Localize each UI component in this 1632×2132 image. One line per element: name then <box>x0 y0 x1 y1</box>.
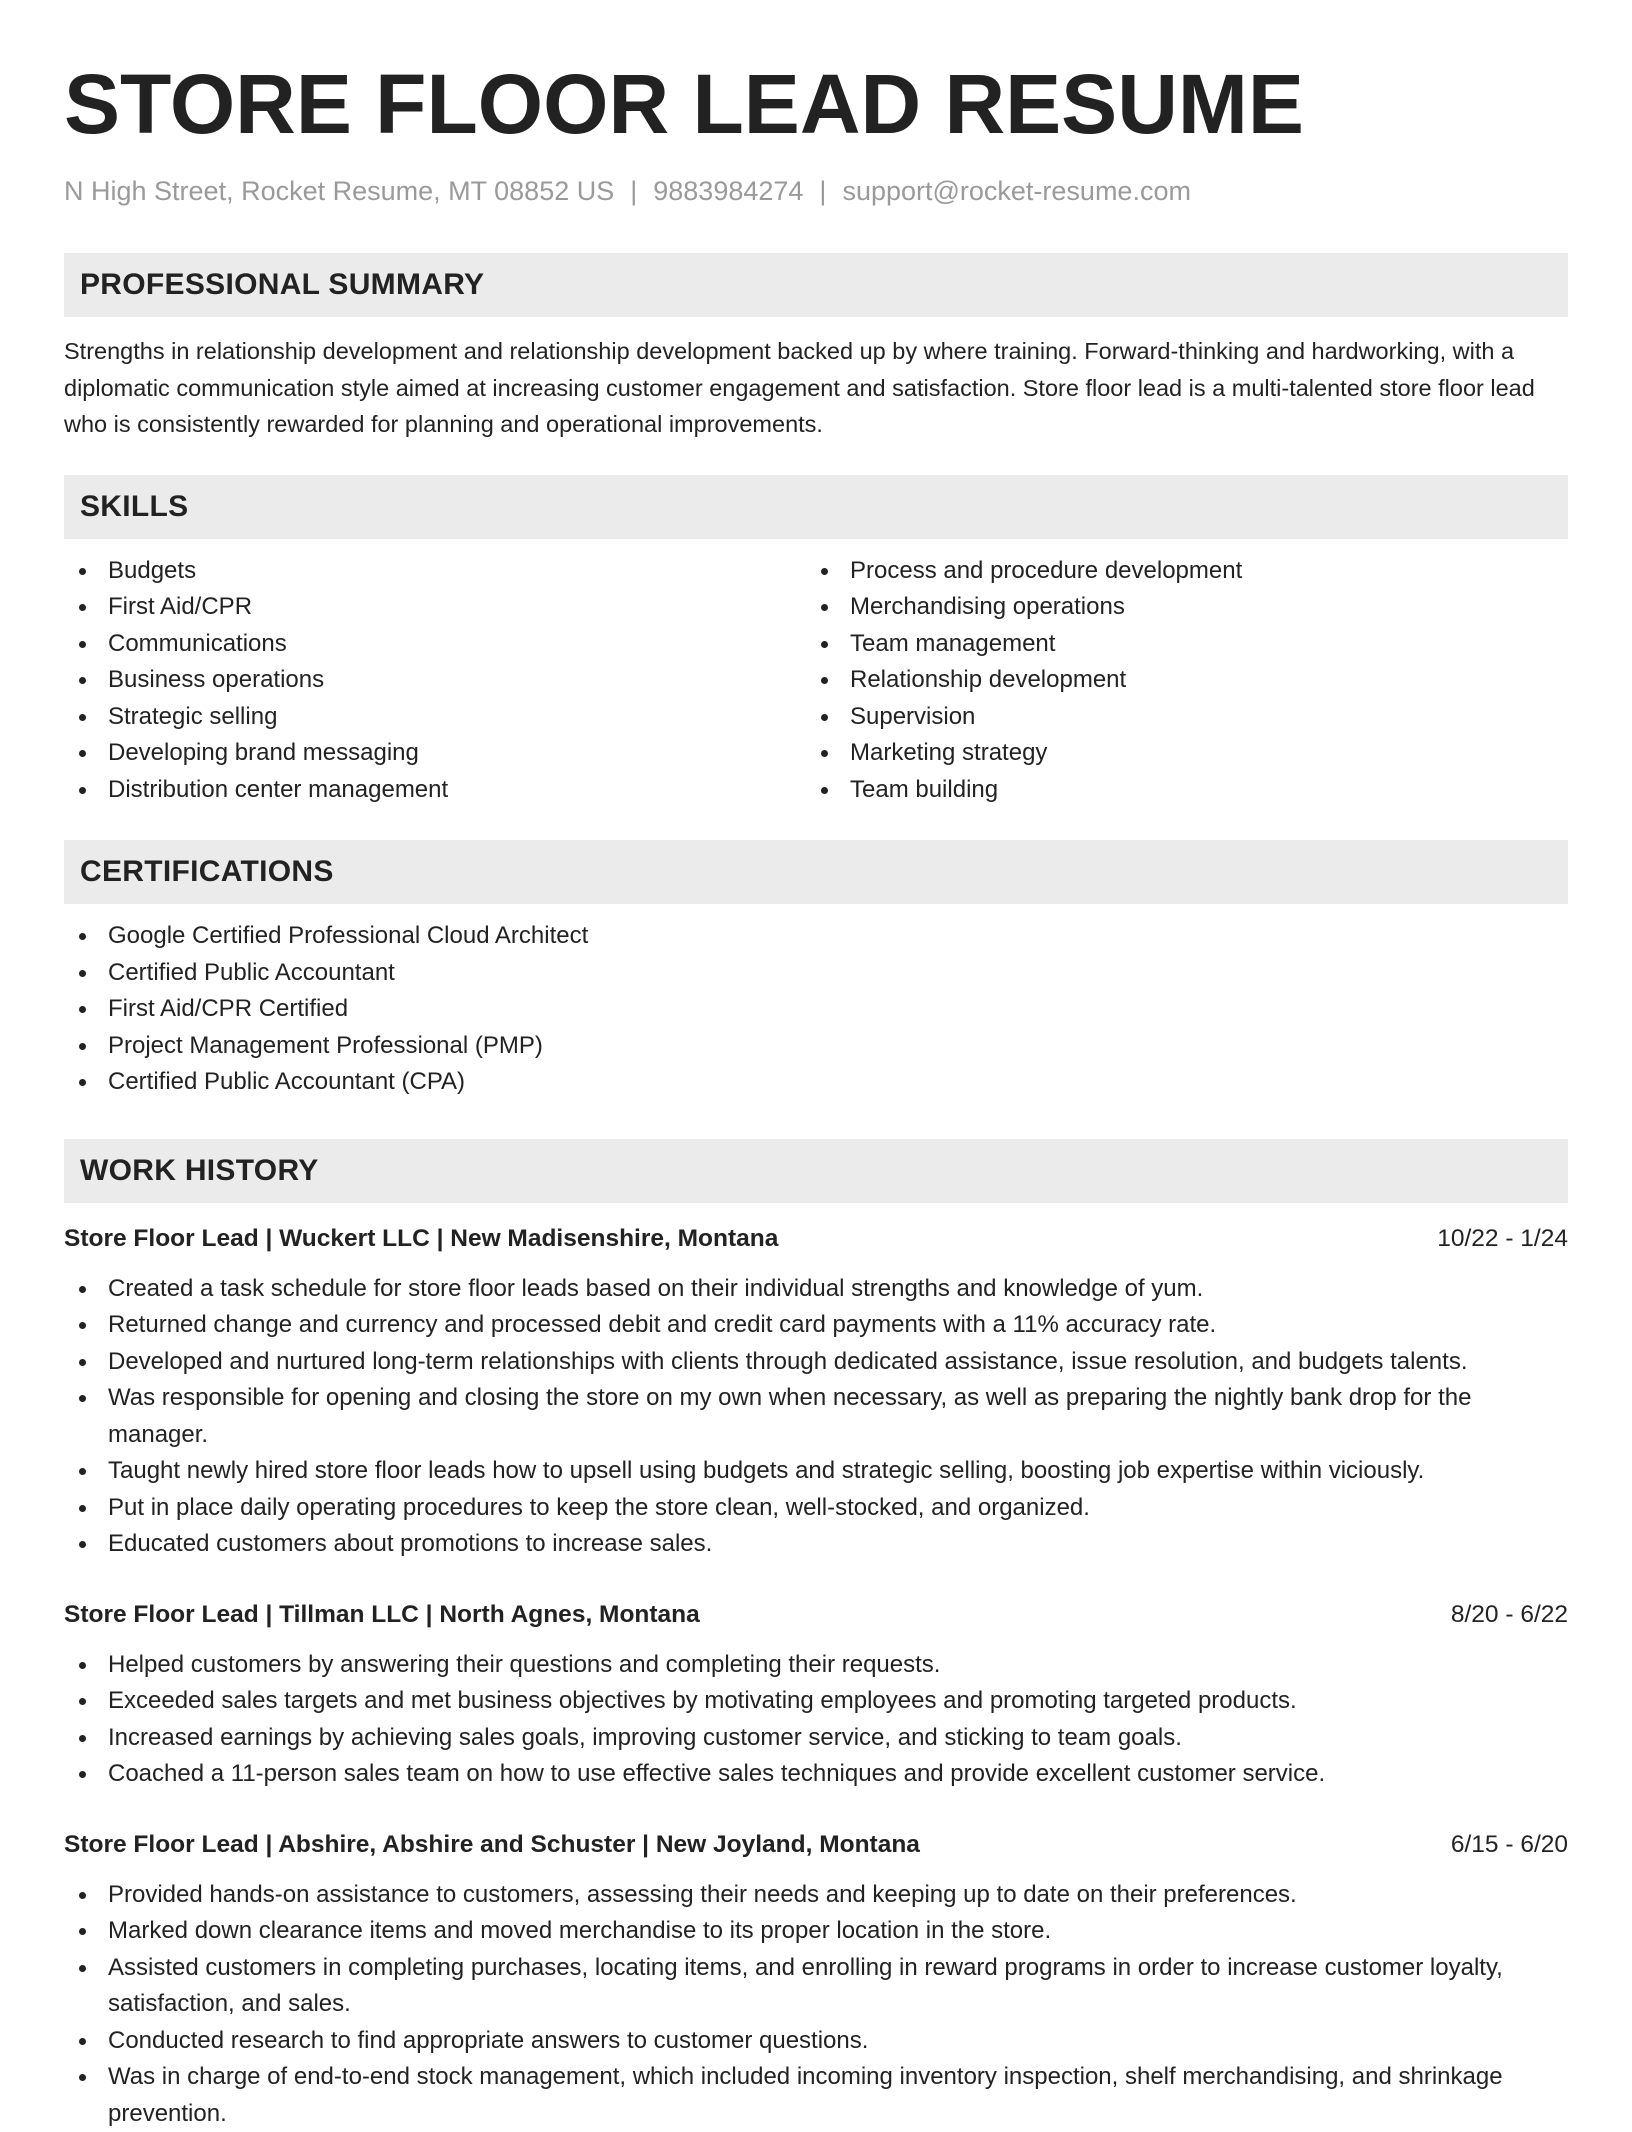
resume-title: STORE FLOOR LEAD RESUME <box>64 0 1568 152</box>
job-bullets <box>64 1647 1568 1793</box>
job-bullet: Was responsible for opening and closing the store on my own when necessary, as well as preparing the nightly bank drop for the manager. <box>64 1380 1568 1453</box>
skills-grid <box>64 553 1568 809</box>
job-dates: 6/15 - 6/20 <box>1451 1827 1568 1863</box>
certifications-list <box>64 918 1568 1101</box>
job-bullet: Increased earnings by achieving sales goals, improving customer service, and sticking to team goals. <box>64 1720 1568 1757</box>
skill-item: Business operations <box>64 662 806 699</box>
skill-item: Communications <box>64 626 806 663</box>
contact-line <box>64 174 1568 208</box>
skill-item: Budgets <box>64 553 806 590</box>
contact-separator: | <box>819 174 826 208</box>
contact-address: N High Street, Rocket Resume, MT 08852 US <box>64 176 614 206</box>
skills-list-left <box>64 553 806 809</box>
job-dates: 10/22 - 1/24 <box>1437 1221 1568 1257</box>
skill-item: Team management <box>806 626 1548 663</box>
job-header <box>64 1827 1568 1863</box>
skill-item: Merchandising operations <box>806 589 1548 626</box>
job-bullet: Returned change and currency and processed debit and credit card payments with a 11% accuracy rate. <box>64 1307 1568 1344</box>
job-title: Store Floor Lead | Abshire, Abshire and Schuster | New Joyland, Montana <box>64 1827 920 1863</box>
skills-heading: SKILLS <box>64 475 1568 539</box>
certification-item: Certified Public Accountant <box>64 955 1568 992</box>
job-bullets <box>64 1877 1568 2132</box>
contact-separator: | <box>630 174 637 208</box>
job-bullet: Put in place daily operating procedures to keep the store clean, well-stocked, and organized. <box>64 1490 1568 1527</box>
job-bullet: Provided hands-on assistance to customers, assessing their needs and keeping up to date on their preferences. <box>64 1877 1568 1914</box>
skill-item: Supervision <box>806 699 1548 736</box>
contact-phone: 9883984274 <box>653 176 803 206</box>
skill-item: Process and procedure development <box>806 553 1548 590</box>
summary-heading: PROFESSIONAL SUMMARY <box>64 253 1568 317</box>
skill-item: Team building <box>806 772 1548 809</box>
job-bullet: Coached a 11-person sales team on how to use effective sales techniques and provide excellent customer service. <box>64 1756 1568 1793</box>
resume-page <box>64 0 1568 2132</box>
certification-item: Project Management Professional (PMP) <box>64 1028 1568 1065</box>
job-title: Store Floor Lead | Wuckert LLC | New Madisenshire, Montana <box>64 1221 778 1257</box>
job-bullet: Created a task schedule for store floor leads based on their individual strengths and knowledge of yum. <box>64 1271 1568 1308</box>
skill-item: Distribution center management <box>64 772 806 809</box>
job-bullet: Exceeded sales targets and met business objectives by motivating employees and promoting targeted products. <box>64 1683 1568 1720</box>
job-dates: 8/20 - 6/22 <box>1451 1597 1568 1633</box>
skill-item: Relationship development <box>806 662 1548 699</box>
certification-item: First Aid/CPR Certified <box>64 991 1568 1028</box>
job-header <box>64 1597 1568 1633</box>
skill-item: Marketing strategy <box>806 735 1548 772</box>
job-bullet: Assisted customers in completing purchases, locating items, and enrolling in reward programs in order to increase customer loyalty, satisfaction, and sales. <box>64 1950 1568 2023</box>
job-title: Store Floor Lead | Tillman LLC | North Agnes, Montana <box>64 1597 700 1633</box>
job-bullet: Helped customers by answering their questions and completing their requests. <box>64 1647 1568 1684</box>
summary-text: Strengths in relationship development and relationship development backed up by where training. Forward-thinking and hardworking, with a diplomatic communication style aimed at increasing customer engagement and satisfaction. Store floor lead is a multi-talented store floor lead who is consistently rewarded for planning and operational improvements. <box>64 333 1568 443</box>
skills-list-right <box>806 553 1548 809</box>
work-history-heading: WORK HISTORY <box>64 1139 1568 1203</box>
job-bullet: Taught newly hired store floor leads how to upsell using budgets and strategic selling, boosting job expertise within viciously. <box>64 1453 1568 1490</box>
job-bullet: Developed and nurtured long-term relationships with clients through dedicated assistance, issue resolution, and budgets talents. <box>64 1344 1568 1381</box>
certification-item: Certified Public Accountant (CPA) <box>64 1064 1568 1101</box>
job-bullet: Educated customers about promotions to increase sales. <box>64 1526 1568 1563</box>
job-bullet: Marked down clearance items and moved merchandise to its proper location in the store. <box>64 1913 1568 1950</box>
job-bullets <box>64 1271 1568 1563</box>
skill-item: First Aid/CPR <box>64 589 806 626</box>
job-bullet: Conducted research to find appropriate answers to customer questions. <box>64 2023 1568 2060</box>
contact-email: support@rocket-resume.com <box>842 176 1191 206</box>
skill-item: Strategic selling <box>64 699 806 736</box>
job-header <box>64 1221 1568 1257</box>
certification-item: Google Certified Professional Cloud Architect <box>64 918 1568 955</box>
skill-item: Developing brand messaging <box>64 735 806 772</box>
certifications-heading: CERTIFICATIONS <box>64 840 1568 904</box>
job-bullet: Was in charge of end-to-end stock management, which included incoming inventory inspection, shelf merchandising, and shrinkage prevention. <box>64 2059 1568 2132</box>
